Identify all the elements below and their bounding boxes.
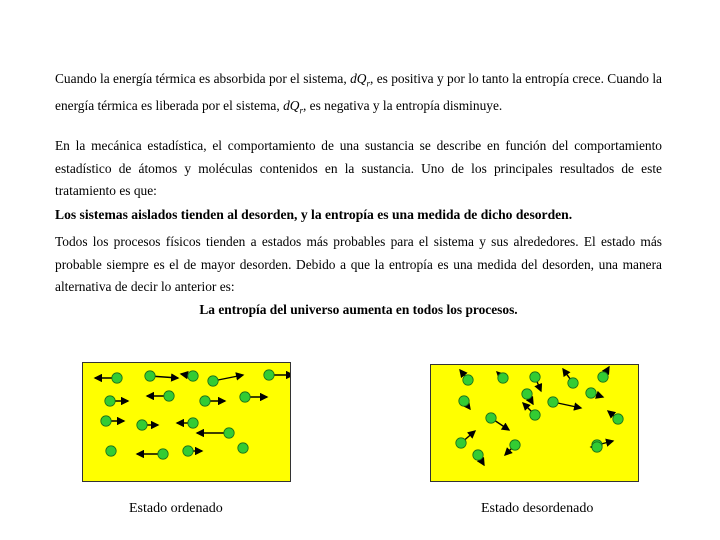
ordered-molecule bbox=[197, 428, 234, 438]
disordered-molecule bbox=[505, 440, 520, 455]
ordered-molecule bbox=[137, 420, 158, 430]
p1-text-a: Cuando la energía térmica es absorbida por el sistema, bbox=[55, 71, 347, 86]
paragraph-physical-processes: Todos los procesos físicos tienden a estados más probables para el sistema y sus alrededores. El estado más probable siempre es el de mayor desorden. Debido a que la entropía es una medida del desorden, una manera alternativa de decir lo anterior es: bbox=[55, 234, 662, 294]
ordered-molecule-circle bbox=[183, 446, 193, 456]
ordered-molecule bbox=[238, 443, 248, 453]
statement-isolated-systems: Los sistemas aislados tienden al desorden, y la entropía es una medida de dicho desorden. bbox=[55, 207, 573, 222]
disordered-molecule-circle bbox=[530, 410, 540, 420]
disordered-molecule bbox=[586, 388, 603, 398]
disordered-molecule bbox=[523, 403, 540, 420]
ordered-state-diagram bbox=[82, 362, 291, 482]
disordered-molecule-circle bbox=[548, 397, 558, 407]
ordered-state-caption: Estado ordenado bbox=[129, 501, 223, 516]
ordered-molecule-circle bbox=[145, 371, 155, 381]
ordered-molecule bbox=[181, 371, 198, 381]
disordered-molecule bbox=[456, 431, 475, 448]
ordered-molecule-circle bbox=[200, 396, 210, 406]
ordered-molecule bbox=[183, 446, 202, 456]
disordered-molecules-svg bbox=[431, 365, 638, 481]
disordered-molecule-circle bbox=[522, 389, 532, 399]
disordered-molecule-circle bbox=[586, 388, 596, 398]
ordered-molecule bbox=[145, 371, 178, 381]
disordered-molecule bbox=[598, 367, 609, 382]
ordered-molecule bbox=[177, 418, 198, 428]
ordered-molecule-circle bbox=[208, 376, 218, 386]
disordered-molecule-circle bbox=[510, 440, 520, 450]
disordered-molecule bbox=[460, 370, 473, 385]
disordered-molecule-circle bbox=[568, 378, 578, 388]
disordered-molecule-circle bbox=[498, 373, 508, 383]
disordered-molecule bbox=[608, 411, 623, 424]
disordered-molecule-circle bbox=[592, 442, 602, 452]
disordered-molecule-circle bbox=[473, 450, 483, 460]
ordered-molecule-circle bbox=[105, 396, 115, 406]
disordered-molecule-circle bbox=[463, 375, 473, 385]
ordered-molecule-circle bbox=[224, 428, 234, 438]
disordered-molecule bbox=[497, 372, 508, 383]
ordered-molecule-circle bbox=[240, 392, 250, 402]
disordered-molecule-circle bbox=[459, 396, 469, 406]
ordered-molecules-svg bbox=[83, 363, 290, 481]
ordered-molecule bbox=[106, 446, 116, 456]
ordered-molecule bbox=[208, 375, 243, 386]
disordered-state-caption: Estado desordenado bbox=[481, 501, 594, 516]
disordered-molecule bbox=[530, 372, 541, 391]
ordered-molecule-circle bbox=[112, 373, 122, 383]
dq-symbol-2: $dQ_r$ bbox=[283, 98, 303, 116]
ordered-molecule bbox=[105, 396, 128, 406]
ordered-molecule-circle bbox=[238, 443, 248, 453]
ordered-molecule bbox=[95, 373, 122, 383]
p1-text-b: , es positiva y por lo tanto la entropía crece. Cuando la energía térmica es liberada por el sistema, bbox=[55, 71, 662, 114]
disordered-molecule bbox=[548, 397, 581, 408]
paragraph-entropy-heat bbox=[55, 68, 662, 122]
disordered-molecule bbox=[486, 413, 509, 430]
disordered-molecule bbox=[473, 450, 484, 465]
ordered-molecule-circle bbox=[264, 370, 274, 380]
ordered-molecule-circle bbox=[158, 449, 168, 459]
disordered-molecule-circle bbox=[486, 413, 496, 423]
disordered-molecule-circle bbox=[613, 414, 623, 424]
ordered-molecule bbox=[240, 392, 267, 402]
statement-universe-entropy: La entropía del universo aumenta en todos los procesos. bbox=[199, 302, 518, 317]
disordered-molecule-circle bbox=[456, 438, 466, 448]
ordered-molecule-circle bbox=[106, 446, 116, 456]
disordered-molecule bbox=[459, 396, 470, 409]
disordered-molecule-circle bbox=[530, 372, 540, 382]
disordered-molecule bbox=[563, 369, 578, 388]
ordered-molecule bbox=[200, 396, 225, 406]
p1-text-c: , es negativa y la entropía disminuye. bbox=[302, 98, 503, 114]
ordered-molecule-circle bbox=[164, 391, 174, 401]
ordered-molecule bbox=[147, 391, 174, 401]
disordered-state-diagram bbox=[430, 364, 639, 482]
ordered-molecule bbox=[137, 449, 168, 459]
disordered-molecule bbox=[522, 389, 533, 404]
ordered-molecule-circle bbox=[101, 416, 111, 426]
ordered-molecule-circle bbox=[188, 371, 198, 381]
ordered-molecule bbox=[264, 370, 290, 380]
ordered-molecule bbox=[101, 416, 124, 426]
ordered-molecule-circle bbox=[137, 420, 147, 430]
dq-symbol-1: $dQ_r$ bbox=[350, 71, 370, 89]
paragraph-statistical-mechanics: En la mecánica estadística, el comportamiento de una sustancia se describe en función del comportamiento estadístico de átomos y moléculas contenidos en la sustancia. Uno de los principales resultados de este tratamiento es que: bbox=[55, 138, 662, 198]
ordered-molecule-circle bbox=[188, 418, 198, 428]
disordered-molecule-circle bbox=[598, 372, 608, 382]
